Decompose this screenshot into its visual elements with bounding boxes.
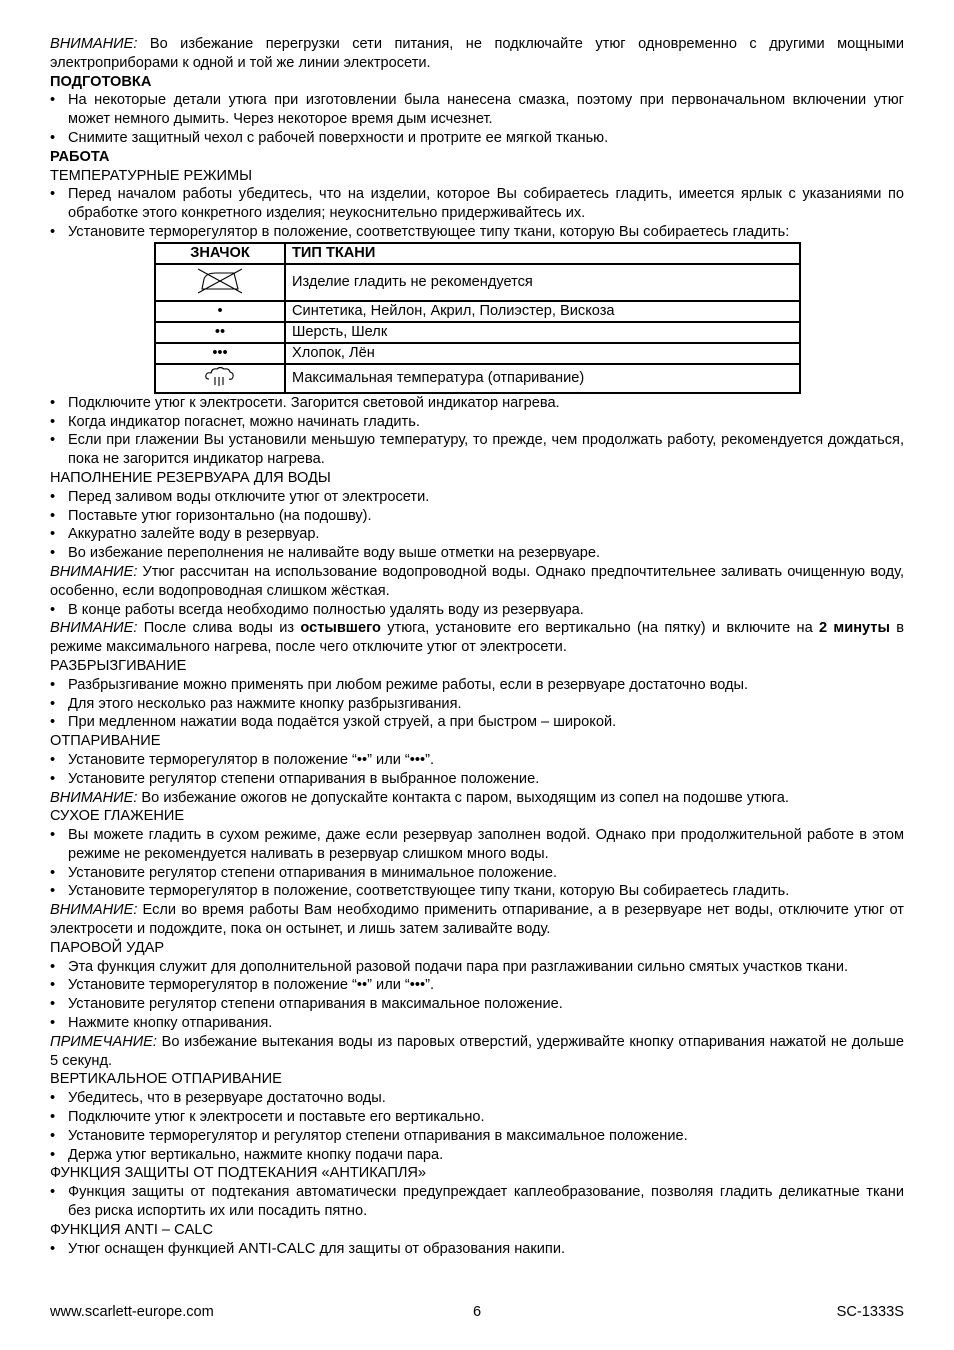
list-item: • Держа утюг вертикально, нажмите кнопку подачи пара. [50, 1146, 444, 1163]
list-item: • Установите терморегулятор в положение “••” или “•••”. [50, 751, 435, 768]
warning-note: ВНИМАНИЕ: Во избежание ожогов не допускайте контакта с паром, выходящим из сопел на подошве утюга. [50, 789, 789, 806]
list-item: • Установите терморегулятор в положение, соответствующее типу ткани, которую Вы собираетесь гладить: [50, 223, 790, 240]
table-row: • Синтетика, Нейлон, Акрил, Полиэстер, Вискоза [155, 301, 800, 322]
note: ПРИМЕЧАНИЕ: Во избежание вытекания воды из паровых отверстий, удерживайте кнопку отпаривания нажатой не дольше 5 секунд. [50, 1033, 904, 1069]
list-item: • Вы можете гладить в сухом режиме, даже если резервуар заполнен водой. Однако при продолжительной работе в этом режиме не рекомендуется наливать в резервуар слишком много воды. [50, 827, 904, 862]
table-header-row [155, 243, 800, 264]
table-row: •• Шерсть, Шелк [155, 322, 800, 343]
list-item: • Установите регулятор степени отпаривания в минимальное положение. [50, 864, 558, 881]
intro-warning: ВНИМАНИЕ: Во избежание перегрузки сети питания, не подключайте утюг одновременно с другими мощными электроприборами к одной и той же линии электросети. [50, 36, 904, 71]
model-number: SC-1333S [836, 1304, 904, 1320]
manual-page [50, 35, 904, 1258]
list-item: • Установите терморегулятор в положение, соответствующее типу ткани, которую Вы собираетесь гладить. [50, 883, 790, 900]
list-item: • Поставьте утюг горизонтально (на подошву). [50, 507, 372, 524]
subsection-title-dry: СУХОЕ ГЛАЖЕНИЕ [50, 808, 185, 825]
list-item: • Во избежание переполнения не наливайте воду выше отметки на резервуаре. [50, 545, 601, 562]
list-item: • Перед заливом воды отключите утюг от электросети. [50, 488, 430, 505]
subsection-title-temperature: ТЕМПЕРАТУРНЫЕ РЕЖИМЫ [50, 167, 253, 184]
list-item: • Установите регулятор степени отпаривания в максимальное положение. [50, 996, 563, 1013]
subsection-title-vertical: ВЕРТИКАЛЬНОЕ ОТПАРИВАНИЕ [50, 1071, 282, 1088]
subsection-title-steam: ОТПАРИВАНИЕ [50, 733, 161, 750]
section-title-work: РАБОТА [50, 148, 110, 165]
list-item: • Убедитесь, что в резервуаре достаточно воды. [50, 1090, 386, 1107]
list-item: • Подключите утюг к электросети. Загорится световой индикатор нагрева. [50, 394, 560, 411]
list-item: • Если при глажении Вы установили меньшую температуру, то прежде, чем продолжать работу, рекомендуется дождаться, пока не загорится индикатор нагрева. [50, 432, 904, 468]
steam-cloud-icon [203, 365, 237, 387]
col-header-icon: ЗНАЧОК [155, 243, 285, 264]
list-item: • Подключите утюг к электросети и поставьте его вертикально. [50, 1109, 485, 1126]
list-item: • Аккуратно залейте воду в резервуар. [50, 526, 320, 543]
subsection-title-fill: НАПОЛНЕНИЕ РЕЗЕРВУАРА ДЛЯ ВОДЫ [50, 469, 331, 486]
list-item: • Разбрызгивание можно применять при любом режиме работы, если в резервуаре достаточно воды. [50, 676, 749, 693]
list-item: • Установите регулятор степени отпаривания в выбранное положение. [50, 770, 540, 787]
list-item: • Снимите защитный чехол с рабочей поверхности и протрите ее мягкой тканью. [50, 129, 609, 146]
warning-note: ВНИМАНИЕ: Утюг рассчитан на использование водопроводной воды. Однако предпочтительнее заливать очищенную воду, особенно, если водопроводная слишком жёсткая. [50, 563, 904, 599]
warning-note: ВНИМАНИЕ: После слива воды из остывшего утюга, установите его вертикально (на пятку) и включите на 2 минуты в режиме максимального нагрева, после чего отключите утюг от электросети. [50, 620, 904, 656]
footer-website: www.scarlett-europe.com [50, 1304, 214, 1320]
no-iron-icon [188, 265, 252, 295]
list-item: • Эта функция служит для дополнительной разовой подачи пара при разглаживании сильно смятых участков ткани. [50, 958, 849, 975]
warning-note: ВНИМАНИЕ: Если во время работы Вам необходимо применить отпаривание, а в резервуаре нет воды, отключите утюг от электросети и подождите, пока он остынет, и лишь затем заливайте воду. [50, 902, 904, 938]
table-row: ••• Хлопок, Лён [155, 343, 800, 364]
list-item: • Установите терморегулятор в положение “••” или “•••”. [50, 977, 435, 994]
subsection-title-spray: РАЗБРЫЗГИВАНИЕ [50, 657, 187, 674]
list-item: • Перед началом работы убедитесь, что на изделии, которое Вы собираетесь гладить, имеется ярлык с указаниями по обработке этого конкретного изделия; неукоснительно придерживайтесь их. [50, 186, 904, 222]
list-item: • На некоторые детали утюга при изготовлении была нанесена смазка, поэтому при первоначальном включении утюг может немного дымить. Через некоторое время дым исчезнет. [50, 92, 904, 128]
list-item: • Когда индикатор погаснет, можно начинать гладить. [50, 413, 420, 430]
subsection-title-antidrip: ФУНКЦИЯ ЗАЩИТЫ ОТ ПОДТЕКАНИЯ «АНТИКАПЛЯ» [50, 1165, 427, 1182]
subsection-title-burst: ПАРОВОЙ УДАР [50, 939, 165, 956]
list-item: • Для этого несколько раз нажмите кнопку разбрызгивания. [50, 695, 462, 712]
list-item: • Установите терморегулятор и регулятор степени отпаривания в максимальное положение. [50, 1127, 688, 1144]
fabric-temperature-table [154, 242, 801, 394]
list-item: • Функция защиты от подтекания автоматически предупреждает каплеобразование, позволяя гладить деликатные ткани без риска испортить их или посадить пятно. [50, 1184, 904, 1220]
table-row: Максимальная температура (отпаривание) [155, 364, 800, 393]
col-header-fabric: ТИП ТКАНИ [285, 243, 800, 264]
list-item: • При медленном нажатии вода подаётся узкой струей, а при быстром – широкой. [50, 714, 617, 731]
subsection-title-anticalc: ФУНКЦИЯ ANTI – CALC [50, 1221, 214, 1238]
table-row: Изделие гладить не рекомендуется [155, 264, 800, 301]
list-item: • Нажмите кнопку отпаривания. [50, 1015, 273, 1032]
section-title-preparation: ПОДГОТОВКА [50, 73, 152, 90]
list-item: • Утюг оснащен функцией ANTI-CALC для защиты от образования накипи. [50, 1240, 566, 1257]
list-item: • В конце работы всегда необходимо полностью удалять воду из резервуара. [50, 601, 584, 618]
page-number: 6 [472, 1304, 482, 1320]
